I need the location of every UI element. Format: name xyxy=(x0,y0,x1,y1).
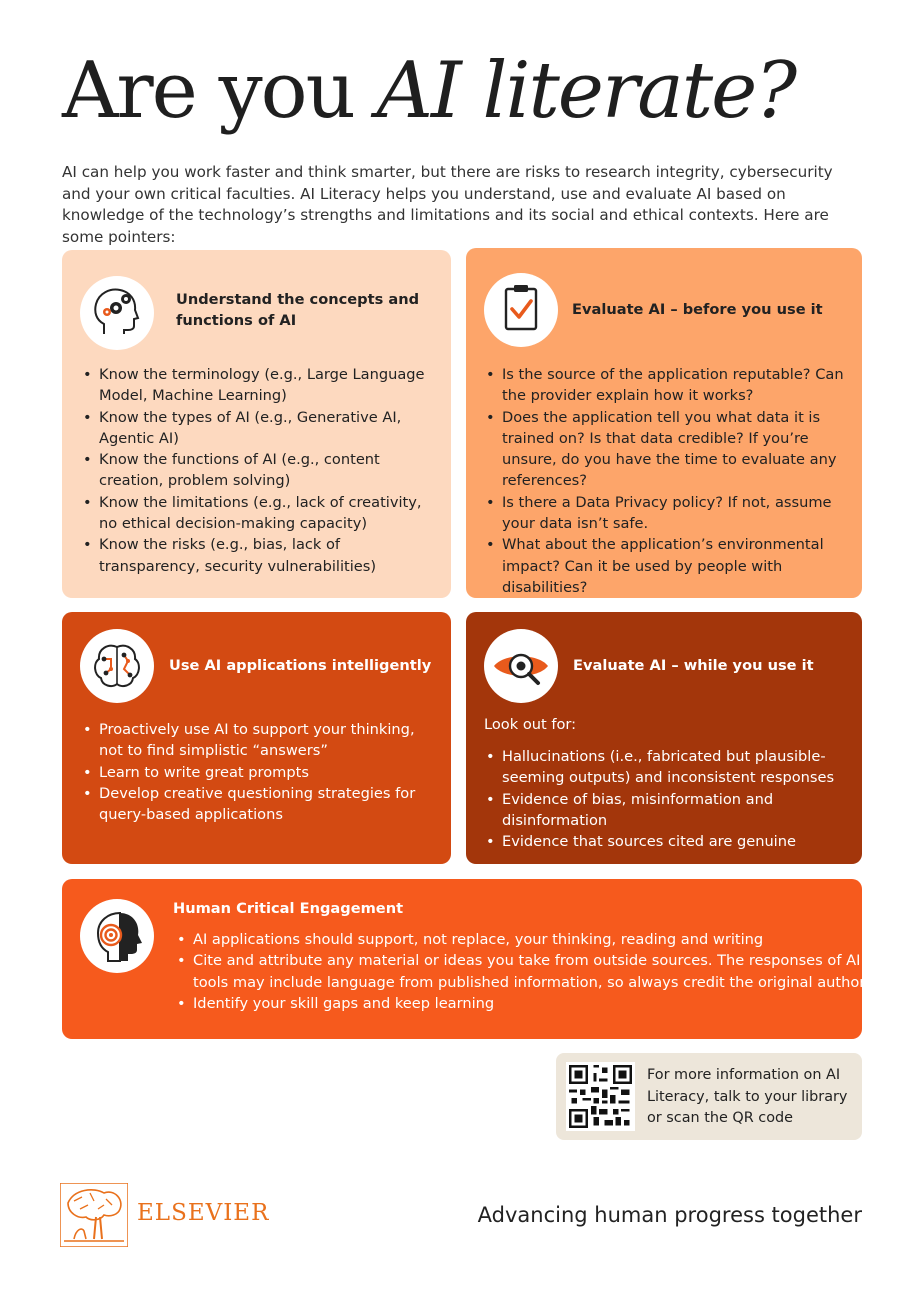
page-title xyxy=(62,46,796,136)
list-item: • Know the types of AI (e.g., Generative AI, Agentic AI) xyxy=(99,407,444,450)
understand-list xyxy=(79,364,444,577)
list-item: • Know the risks (e.g., bias, lack of transparency, security vulnerabilities) xyxy=(99,534,444,577)
head-gears-icon xyxy=(80,276,154,350)
tagline: Advancing human progress together xyxy=(477,1203,862,1227)
card-title: Understand the concepts and functions of AI xyxy=(176,291,420,329)
card-evaluate-before xyxy=(466,248,862,598)
list-item: • Evidence of bias, misinformation and disinformation xyxy=(502,789,862,832)
card-human-engagement xyxy=(62,879,873,1039)
card-title: Evaluate AI – before you use it xyxy=(572,301,823,318)
brain-circuit-icon xyxy=(80,629,154,703)
list-item: • Hallucinations (i.e., fabricated but plausible-seeming outputs) and inconsistent responses xyxy=(502,746,862,789)
title-italic: AI literate? xyxy=(376,46,796,136)
qr-code-icon[interactable] xyxy=(566,1062,635,1131)
intro-paragraph: AI can help you work faster and think smarter, but there are risks to research integrity, cybersecurity and your own critical faculties. AI Literacy helps you understand, use and evaluate AI based on knowledge of the technology’s strengths and limitations and its social and ethical contexts. Here are some pointers: xyxy=(62,163,833,246)
list-item: • Does the application tell you what data it is trained on? Is that data credible? If you’re unsure, do you have the time to evaluate any references? xyxy=(502,407,860,492)
eye-magnifier-icon xyxy=(484,629,558,703)
head-target-icon xyxy=(80,899,154,973)
list-item: • Cite and attribute any material or ideas you take from outside sources. The responses of AI tools may include language from published information, so always credit the original authors xyxy=(193,950,873,993)
clipboard-check-icon xyxy=(484,273,558,347)
list-item: • Know the functions of AI (e.g., content creation, problem solving) xyxy=(99,449,444,492)
list-item: • What about the application’s environmental impact? Can it be used by people with disabilities? xyxy=(502,534,860,598)
list-item: • Know the terminology (e.g., Large Language Model, Machine Learning) xyxy=(99,364,444,407)
human-list xyxy=(173,929,873,1014)
list-item: • Proactively use AI to support your thinking, not to find simplistic “answers” xyxy=(99,719,439,762)
list-item: • Learn to write great prompts xyxy=(99,762,439,783)
qr-info-box xyxy=(556,1053,862,1140)
card-understand xyxy=(62,250,451,598)
list-item: • Is there a Data Privacy policy? If not, assume your data isn’t safe. xyxy=(502,492,860,535)
elsevier-tree-logo xyxy=(60,1183,128,1247)
list-item: • Know the limitations (e.g., lack of creativity, no ethical decision-making capacity) xyxy=(99,492,444,535)
list-item: • Evidence that sources cited are genuine xyxy=(502,831,862,852)
card-use xyxy=(62,612,451,864)
card-title: Use AI applications intelligently xyxy=(169,657,432,674)
list-item: • Is the source of the application reputable? Can the provider explain how it works? xyxy=(502,364,860,407)
list-item: • AI applications should support, not replace, your thinking, reading and writing xyxy=(193,929,873,950)
use-list xyxy=(79,719,439,825)
qr-info-text: For more information on AI Literacy, talk to your library or scan the QR code xyxy=(647,1067,848,1126)
elsevier-wordmark: ELSEVIER xyxy=(137,1200,270,1226)
evaluate-while-list xyxy=(482,746,862,852)
look-out-label: Look out for: xyxy=(484,716,577,733)
card-title: Evaluate AI – while you use it xyxy=(573,657,814,674)
card-title: Human Critical Engagement xyxy=(173,900,404,917)
card-evaluate-while xyxy=(466,612,862,864)
title-plain: Are you xyxy=(62,46,377,136)
evaluate-before-list xyxy=(482,364,860,598)
list-item: • Identify your skill gaps and keep learning xyxy=(193,993,873,1014)
list-item: • Develop creative questioning strategies for query-based applications xyxy=(99,783,439,826)
